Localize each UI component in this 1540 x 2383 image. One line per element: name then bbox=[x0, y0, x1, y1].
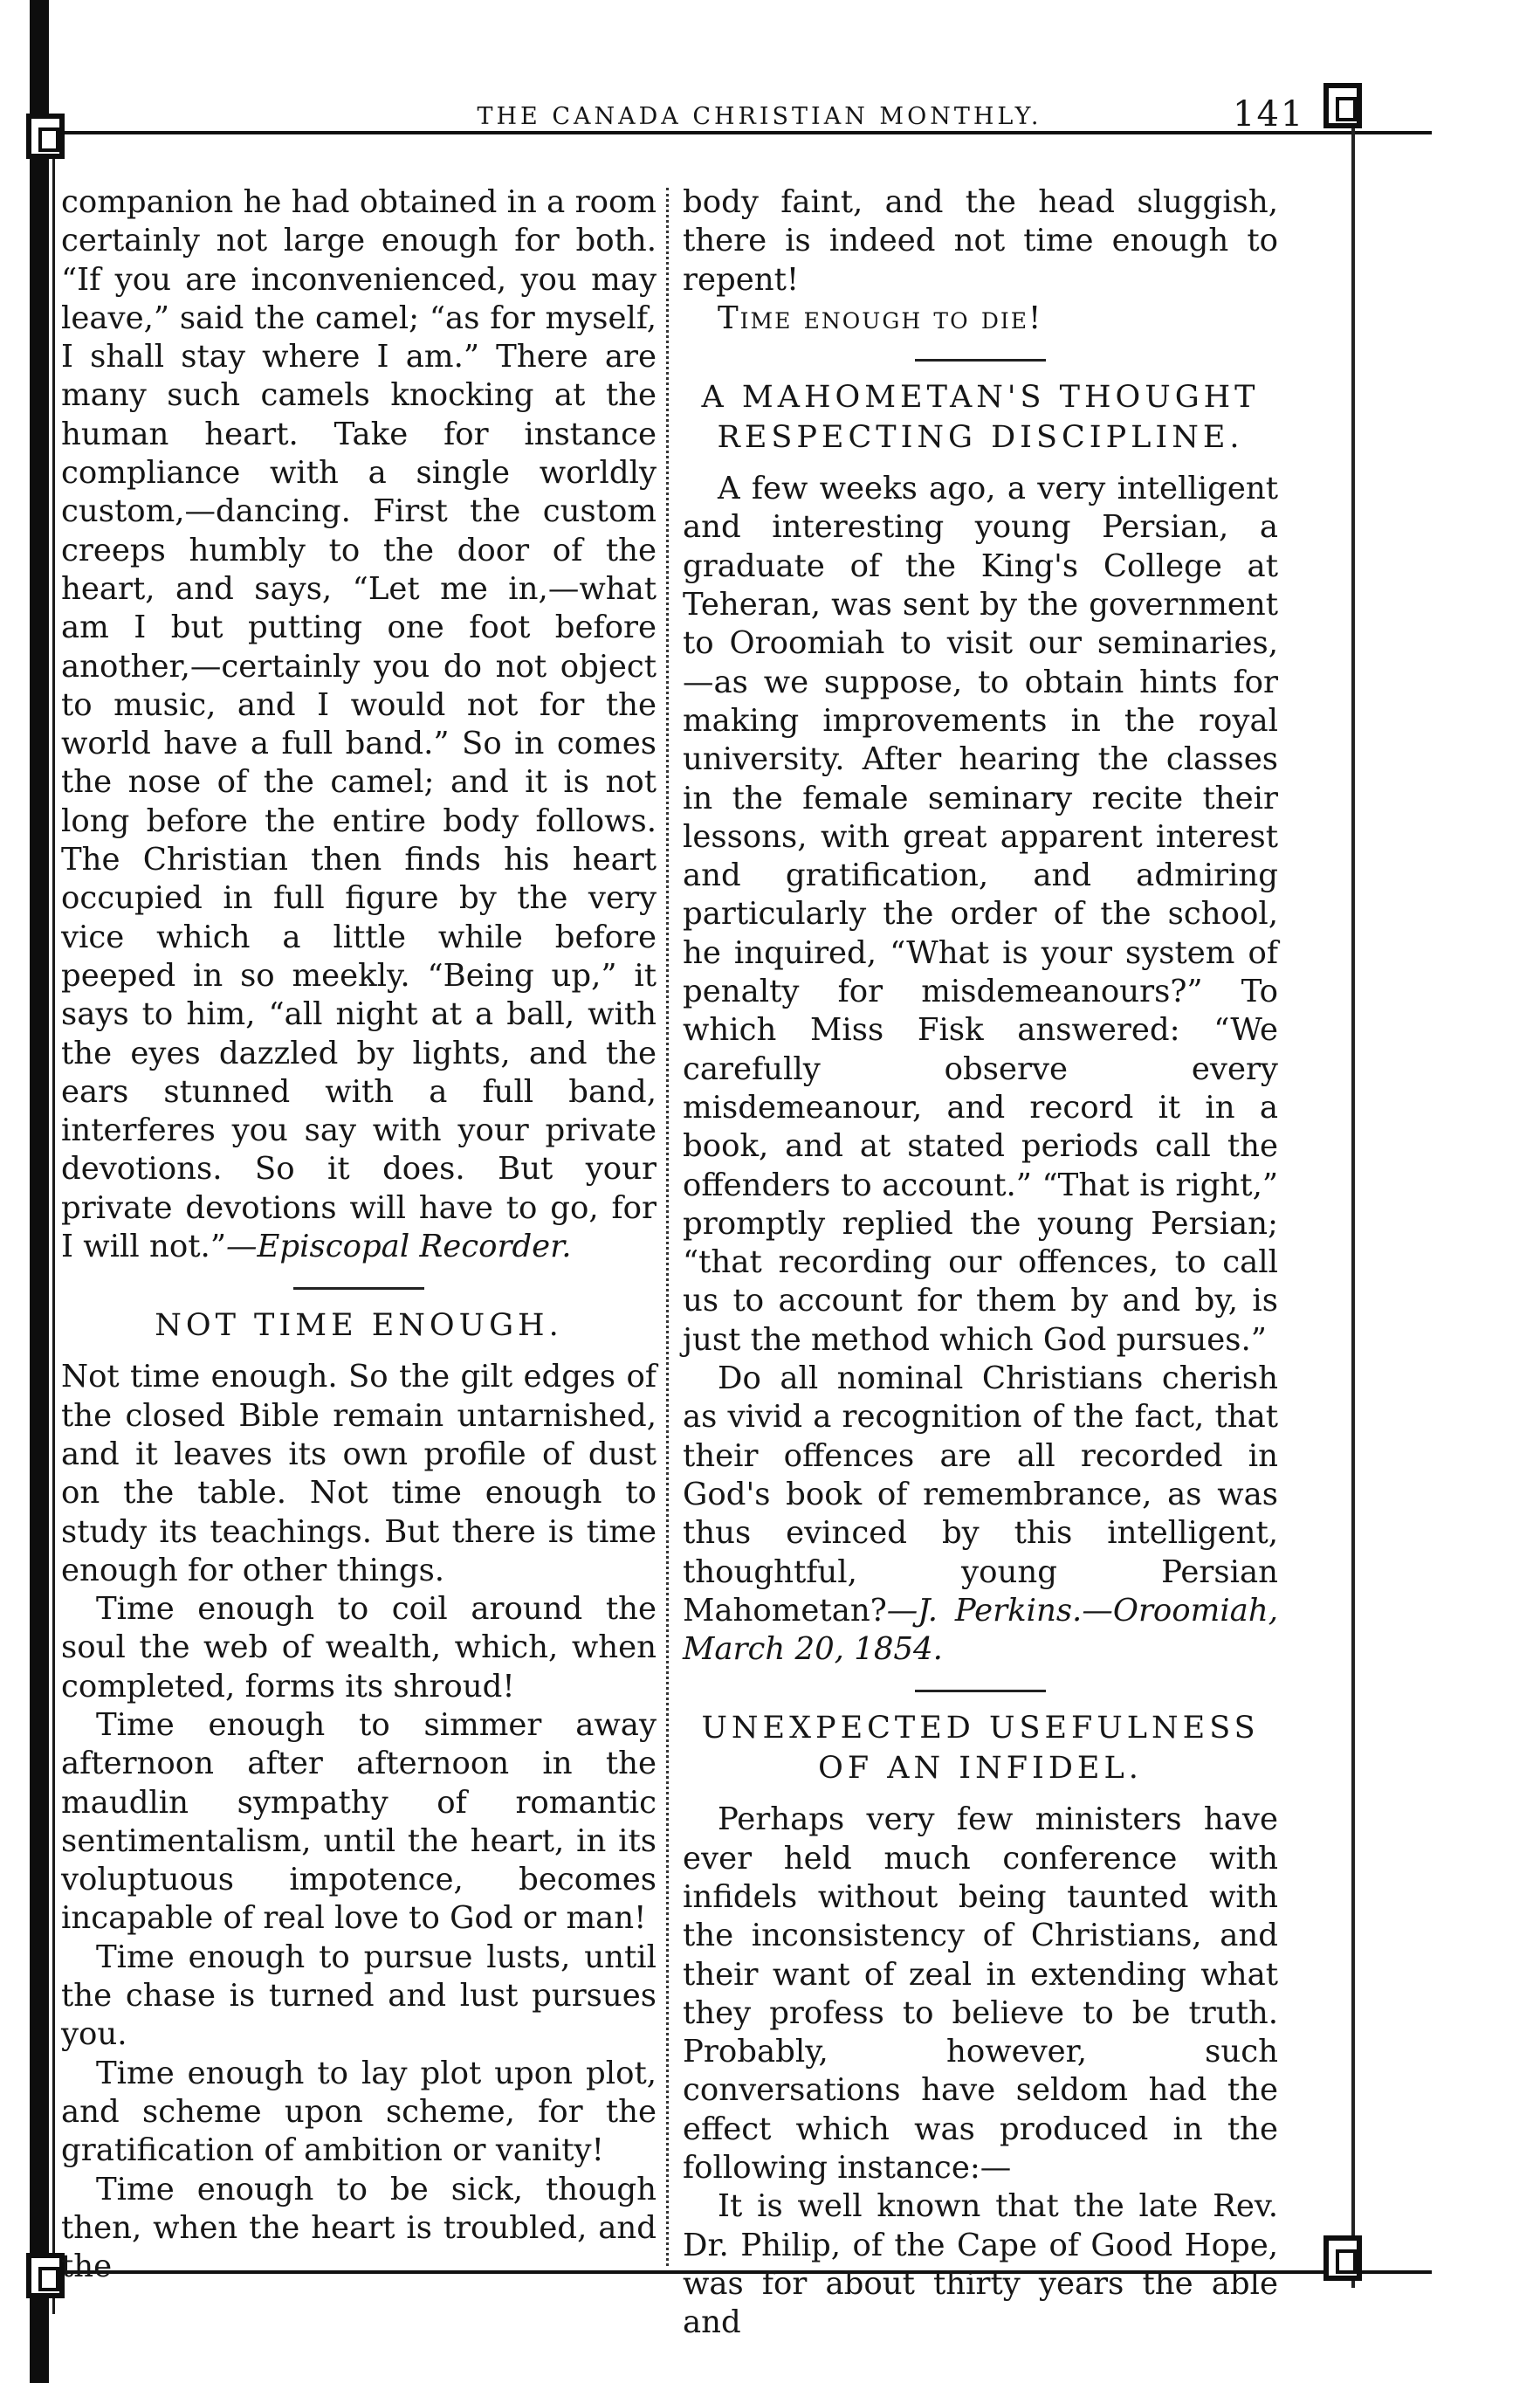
infidel-paragraph: Perhaps very few ministers have ever held much conference with infidels without being taunted with the inconsistency of Christians, and their want of zeal in extending what they profess to believe to be truth. Probably, however, such conversations have seldom had the effect which was produced in the following instance:— bbox=[683, 1801, 1278, 2187]
continued-paragraph: body faint, and the head sluggish, there is indeed not time enough to repent! bbox=[683, 184, 1278, 298]
heading-infidel: UNEXPECTED USEFULNESS OF AN INFIDEL. bbox=[701, 1711, 1260, 1787]
mahometan-signature: —J. Perkins.—Oroomiah, March 20, 1854. bbox=[683, 1592, 1278, 1668]
infidel-paragraph: It is well known that the late Rev. Dr. Philip, of the Cape of Good Hope, was for about thirty years the able and bbox=[683, 2188, 1278, 2341]
mahometan-paragraph bbox=[683, 1360, 1278, 1669]
corner-ornament-icon bbox=[26, 114, 65, 159]
not-time-paragraph: Time enough to be sick, though then, when the heart is troubled, and the bbox=[61, 2171, 657, 2285]
section-separator bbox=[915, 359, 1046, 362]
corner-ornament-icon bbox=[1323, 83, 1362, 128]
not-time-paragraph: Time enough to coil around the soul the web of wealth, which, when completed, forms its shroud! bbox=[61, 1591, 657, 1705]
heading-mahometan: A MAHOMETAN'S THOUGHT RESPECTING DISCIPLINE. bbox=[701, 380, 1260, 456]
right-frame-rule bbox=[1351, 105, 1355, 2288]
continued-smallcaps-line: Time enough to die! bbox=[718, 300, 1043, 336]
not-time-paragraph: Not time enough. So the gilt edges of the closed Bible remain untarnished, and it leaves its own profile of dust on the table. Not time enough to study its teachings. But there is time enough for other things. bbox=[61, 1359, 657, 1588]
page-number: 141 bbox=[1233, 94, 1305, 134]
corner-ornament-icon bbox=[1323, 2235, 1362, 2281]
inner-frame-rule bbox=[52, 114, 55, 2314]
mahometan-paragraph-text: Do all nominal Christians cherish as vivid a recognition of the fact, that their offences are all recorded in God's book of remembrance, as was thus evinced by this intelligent, thoughtful, young Persian Mahometan? bbox=[683, 1360, 1278, 1629]
corner-ornament-icon bbox=[26, 2253, 65, 2298]
camel-paragraph-text: companion he had obtained in a room certainly not large enough for both. “If you are inconvenienced, you may leave,” said the camel; “as for myself, I shall stay where I am.” There are many such camels knocking at the human heart. Take for instance compliance with a single worldly custom,—dancing. First the custom creeps humbly to the door of the heart, and says, “Let me in,—what am I but putting one foot before another,—certainly you do not object to music, and I would not for the world have a full band.” So in comes the nose of the camel; and it is not long before the entire body follows. The Christian then finds his heart occupied in full figure by the very vice which a little while before peeped in so meekly. “Being up,” it says to him, “all night at a ball, with the eyes dazzled by lights, and the ears stunned with a full band, interferes you say with your private devotions. So it does. But your private devotions will have to go, for I will not.” bbox=[61, 184, 657, 1265]
section-separator bbox=[915, 1690, 1046, 1692]
binding-rule bbox=[30, 0, 49, 2383]
mahometan-paragraph: A few weeks ago, a very intelligent and interesting young Persian, a graduate of the King's College at Teheran, was sent by the government to Oroomiah to visit our seminaries,—as we suppose, to obtain hints for making improvements in the royal university. After hearing the classes in the female seminary recite their lessons, with great apparent interest and gratification, and admiring particularly the order of the school, he inquired, “What is your system of penalty for misdemeanours?” To which Miss Fisk answered: “We carefully observe every misdemeanour, and record it in a book, and at stated periods call the offenders to account.” “That is right,” promptly replied the young Persian; “that recording our offences, to call us to account for them by and by, is just the method which God pursues.” bbox=[683, 471, 1278, 1358]
column-divider bbox=[666, 188, 669, 2266]
not-time-paragraph: Time enough to lay plot upon plot, and scheme upon scheme, for the gratification of ambition or vanity! bbox=[61, 2055, 657, 2169]
running-head: THE CANADA CHRISTIAN MONTHLY. bbox=[477, 103, 1042, 130]
section-separator bbox=[293, 1287, 424, 1290]
not-time-paragraph: Time enough to simmer away afternoon after afternoon in the maudlin sympathy of romantic sentimentalism, until the heart, in its voluptuous impotence, becomes incapable of real love to God or man! bbox=[61, 1706, 657, 1937]
left-column bbox=[61, 183, 657, 2286]
heading-not-time-enough: NOT TIME ENOUGH. bbox=[155, 1308, 563, 1344]
camel-attribution: —Episcopal Recorder. bbox=[225, 1229, 572, 1265]
top-frame-rule bbox=[35, 131, 1432, 134]
not-time-paragraph: Time enough to pursue lusts, until the chase is turned and lust pursues you. bbox=[61, 1939, 657, 2053]
camel-paragraph bbox=[61, 183, 657, 1266]
right-column bbox=[683, 183, 1278, 2343]
